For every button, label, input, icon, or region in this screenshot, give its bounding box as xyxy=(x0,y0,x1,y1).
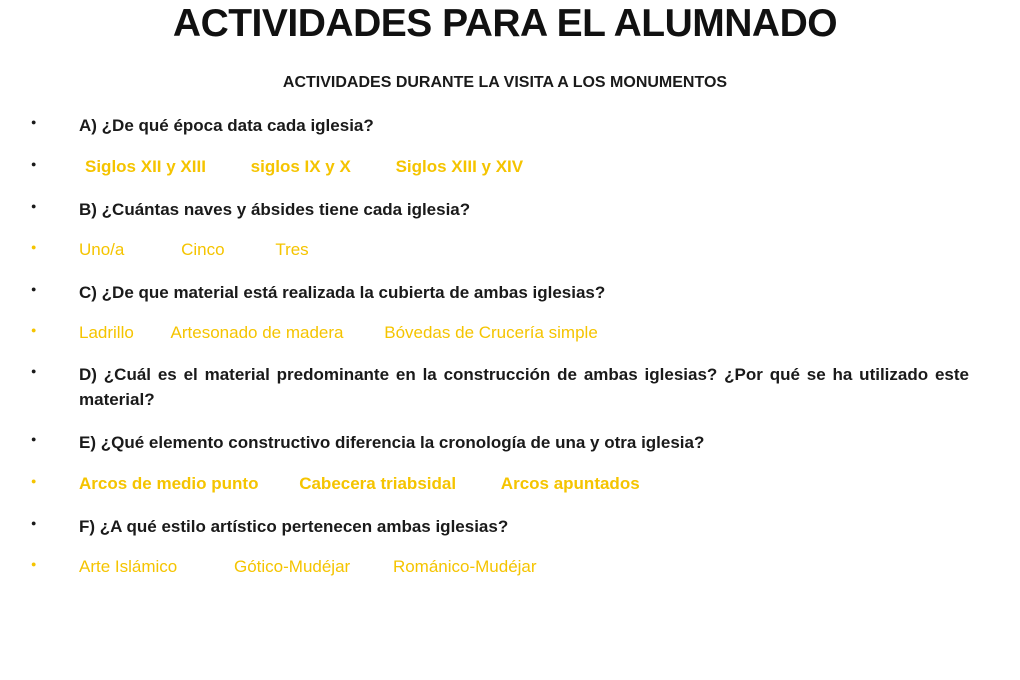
answer-option: Arte Islámico xyxy=(79,557,178,576)
answers-c xyxy=(31,321,981,345)
answers-f xyxy=(31,555,981,579)
question-d xyxy=(31,362,981,412)
answer-option: Siglos XII y XIII xyxy=(85,157,206,176)
bullet-icon: ● xyxy=(31,159,37,169)
answer-option: Ladrillo xyxy=(79,323,134,342)
answers-e xyxy=(31,472,981,496)
bullet-icon: ● xyxy=(31,559,37,569)
answer-option: Siglos XIII y XIV xyxy=(395,157,524,176)
question-b xyxy=(31,197,981,222)
bullet-icon: ● xyxy=(31,325,37,335)
answer-option: Cabecera triabsidal xyxy=(299,474,457,493)
answer-options xyxy=(79,238,309,262)
bullet-icon: ● xyxy=(31,117,37,127)
answer-option: Románico-Mudéjar xyxy=(392,557,537,576)
question-text: C) ¿De que material está realizada la cubierta de ambas iglesias? xyxy=(79,283,606,302)
question-text: A) ¿De qué época data cada iglesia? xyxy=(79,116,374,135)
question-text: E) ¿Qué elemento constructivo diferencia la cronología de una y otra iglesia? xyxy=(79,433,705,452)
question-a xyxy=(31,113,981,138)
bullet-icon: ● xyxy=(31,476,37,486)
question-f xyxy=(31,514,981,539)
question-text: F) ¿A qué estilo artístico pertenecen ambas iglesias? xyxy=(79,517,509,536)
question-e xyxy=(31,430,981,455)
answer-options xyxy=(79,321,598,345)
answers-b xyxy=(31,238,981,262)
answer-option: Cinco xyxy=(181,240,225,259)
answer-option: siglos IX y X xyxy=(250,157,351,176)
answer-option: Bóvedas de Crucería simple xyxy=(384,323,598,342)
bullet-icon: ● xyxy=(31,366,37,376)
bullet-icon: ● xyxy=(31,518,37,528)
answer-option: Arcos de medio punto xyxy=(79,474,259,493)
bullet-icon: ● xyxy=(31,434,37,444)
answer-option: Artesonado de madera xyxy=(170,323,344,342)
bullet-icon: ● xyxy=(31,284,37,294)
answer-options xyxy=(79,155,523,179)
bullet-icon: ● xyxy=(31,201,37,211)
answer-option: Gótico-Mudéjar xyxy=(233,557,351,576)
answer-options xyxy=(79,472,640,496)
question-text: D) ¿Cuál es el material predominante en la construcción de ambas iglesias? ¿Por qué se ha utilizado este material? xyxy=(79,365,969,409)
answer-option: Uno/a xyxy=(79,240,125,259)
page-subtitle: ACTIVIDADES DURANTE LA VISITA A LOS MONUMENTOS xyxy=(282,74,728,91)
bullet-icon: ● xyxy=(31,242,37,252)
answer-option: Arcos apuntados xyxy=(500,474,640,493)
question-text: B) ¿Cuántas naves y ábsides tiene cada iglesia? xyxy=(79,200,471,219)
answer-options xyxy=(79,555,537,579)
page-title: ACTIVIDADES PARA EL ALUMNADO xyxy=(172,2,838,45)
answers-a xyxy=(31,155,981,179)
question-c xyxy=(31,280,981,305)
answer-option: Tres xyxy=(275,240,309,259)
